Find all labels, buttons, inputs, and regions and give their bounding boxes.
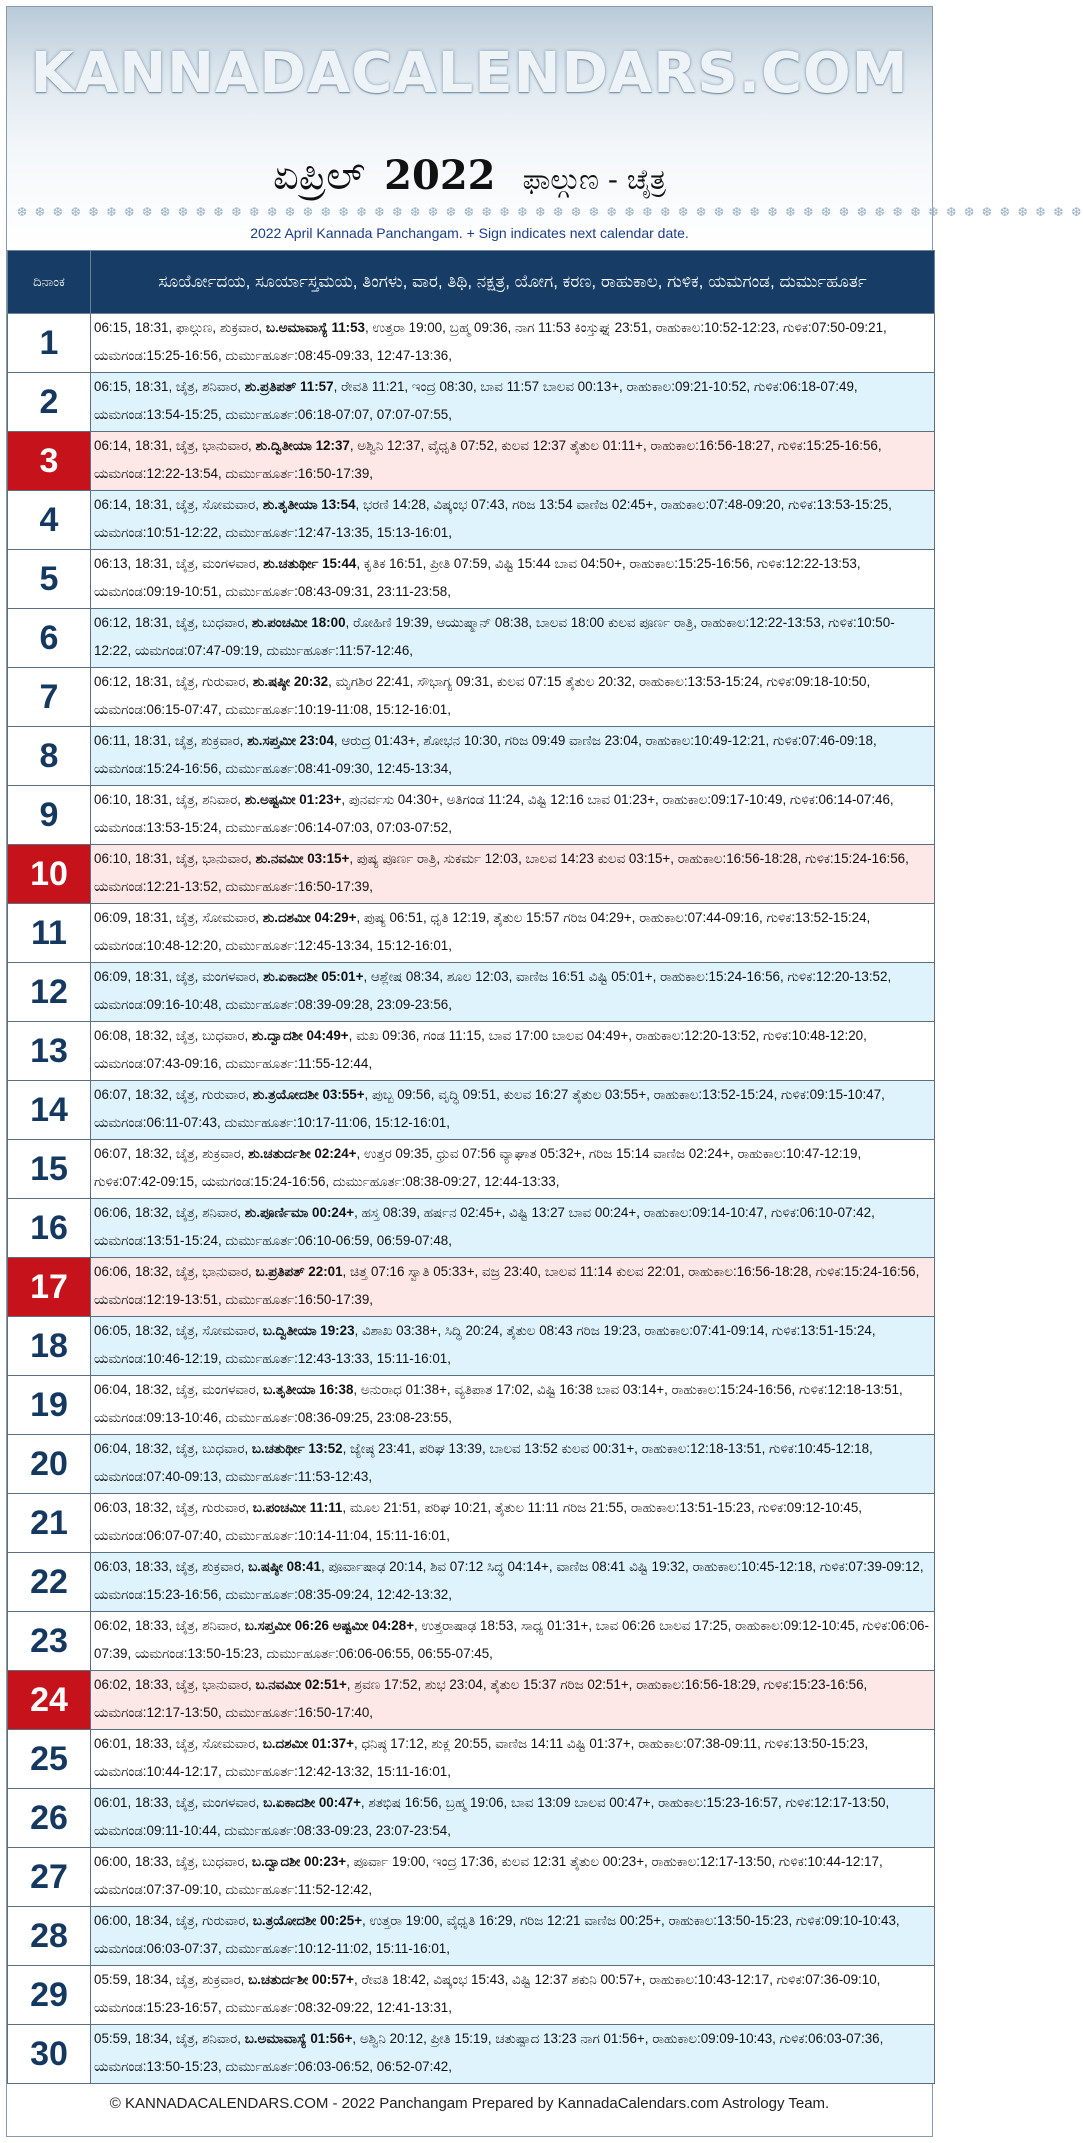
table-row bbox=[8, 845, 935, 904]
tithi: ಬ.ತ್ರಯೋದಶೀ 00:25+ bbox=[252, 1913, 363, 1928]
date-cell: 25 bbox=[8, 1730, 91, 1789]
date-cell: 14 bbox=[8, 1081, 91, 1140]
table-row bbox=[8, 1848, 935, 1907]
sun-month-weekday: 06:15, 18:31, ಚೈತ್ರ, ಶನಿವಾರ, bbox=[94, 379, 245, 394]
details-cell bbox=[91, 786, 935, 845]
table-row bbox=[8, 1022, 935, 1081]
details-cell bbox=[91, 963, 935, 1022]
date-cell: 30 bbox=[8, 2025, 91, 2084]
sun-month-weekday: 06:07, 18:32, ಚೈತ್ರ, ಶುಕ್ರವಾರ, bbox=[94, 1146, 249, 1161]
nakshatra-yoga-karana-timings: , ಮಖ 09:36, ಗಂಡ 11:15, ಬಾವ 17:00 ಬಾಲವ 04:49+, ರಾಹುಕಾಲ:12:20-13:52, ಗುಳಿಕ:10:48-12:20, ಯಮಗಂಡ:07:43-09:16, ದುರ್ಮುಹೂರ್ತ:11:55-12:44, bbox=[94, 1028, 867, 1071]
nakshatra-yoga-karana-timings: , ಪುಷ್ಯ 06:51, ಧೃತಿ 12:19, ತೈತುಲ 15:57 ಗರಿಜ 04:29+, ರಾಹುಕಾಲ:07:44-09:16, ಗುಳಿಕ:13:52-15:24, ಯಮಗಂಡ:10:48-12:20, ದುರ್ಮುಹೂರ್ತ:12:45-13:34, 15:12-16:01, bbox=[94, 910, 871, 953]
subtitle: 2022 April Kannada Panchangam. + Sign indicates next calendar date. bbox=[250, 225, 689, 241]
table-row bbox=[8, 1612, 935, 1671]
date-cell: 18 bbox=[8, 1317, 91, 1376]
sun-month-weekday: 05:59, 18:34, ಚೈತ್ರ, ಶುಕ್ರವಾರ, bbox=[94, 1972, 249, 1987]
nakshatra-yoga-karana-timings: , ಅನುರಾಧ 01:38+, ವ್ಯತಿಪಾತ 17:02, ವಿಷ್ಟಿ 16:38 ಬಾವ 03:14+, ರಾಹುಕಾಲ:15:24-16:56, ಗುಳಿಕ:12:18-13:51, ಯಮಗಂಡ:09:13-10:46, ದುರ್ಮುಹೂರ್ತ:08:36-09:25, 23:08-23:55, bbox=[94, 1382, 903, 1425]
table-row bbox=[8, 1789, 935, 1848]
tithi: ಬ.ಅಮಾವಾಸ್ಯೆ 11:53 bbox=[265, 320, 366, 335]
table-row bbox=[8, 727, 935, 786]
tithi: ಶು.ಚತುರ್ಥೀ 15:44 bbox=[263, 556, 357, 571]
sun-month-weekday: 06:02, 18:33, ಚೈತ್ರ, ಭಾನುವಾರ, bbox=[94, 1677, 256, 1692]
details-cell bbox=[91, 1435, 935, 1494]
tithi: ಶು.ನವಮೀ 03:15+ bbox=[255, 851, 350, 866]
date-cell: 12 bbox=[8, 963, 91, 1022]
details-cell bbox=[91, 1376, 935, 1435]
details-cell bbox=[91, 373, 935, 432]
sun-month-weekday: 06:14, 18:31, ಚೈತ್ರ, ಭಾನುವಾರ, bbox=[94, 438, 256, 453]
tithi: ಬ.ದ್ವಿತೀಯಾ 19:23 bbox=[262, 1323, 355, 1338]
table-row bbox=[8, 786, 935, 845]
date-cell: 21 bbox=[8, 1494, 91, 1553]
nakshatra-yoga-karana-timings: , ಪುಷ್ಯ ಪೂರ್ಣ ರಾತ್ರಿ, ಸುಕರ್ಮ 12:03, ಬಾಲವ 14:23 ಕುಲವ 03:15+, ರಾಹುಕಾಲ:16:56-18:28, ಗುಳಿಕ:15:24-16:56, ಯಮಗಂಡ:12:21-13:52, ದುರ್ಮುಹೂರ್ತ:16:50-17:39, bbox=[94, 851, 909, 894]
tithi: ಬ.ಸಪ್ತಮೀ 06:26 ಅಷ್ಟಮೀ 04:28+ bbox=[244, 1618, 415, 1633]
nakshatra-yoga-karana-timings: , ಜ್ಯೇಷ್ಠ 23:41, ಪರಿಘ 13:39, ಬಾಲವ 13:52 ಕುಲವ 00:31+, ರಾಹುಕಾಲ:12:18-13:51, ಗುಳಿಕ:10:45-12:18, ಯಮಗಂಡ:07:40-09:13, ದುರ್ಮುಹೂರ್ತ:11:53-12:43, bbox=[94, 1441, 873, 1484]
tithi: ಬ.ಷಷ್ಠೀ 08:41 bbox=[248, 1559, 321, 1574]
details-cell bbox=[91, 1848, 935, 1907]
column-header-date: ದಿನಾಂಕ bbox=[8, 251, 91, 314]
details-cell bbox=[91, 491, 935, 550]
tithi: ಬ.ಚತುರ್ಥೀ 13:52 bbox=[251, 1441, 343, 1456]
table-row bbox=[8, 1435, 935, 1494]
tithi: ಬ.ದ್ವಾದಶೀ 00:23+ bbox=[251, 1854, 347, 1869]
table-row bbox=[8, 668, 935, 727]
tithi: ಬ.ಅಮಾವಾಸ್ಯೆ 01:56+ bbox=[244, 2031, 353, 2046]
nakshatra-yoga-karana-timings: , ಮೂಲ 21:51, ಪರಿಘ 10:21, ತೈತುಲ 11:11 ಗರಿಜ 21:55, ರಾಹುಕಾಲ:13:51-15:23, ಗುಳಿಕ:09:12-10:45, ಯಮಗಂಡ:06:07-07:40, ದುರ್ಮುಹೂರ್ತ:10:14-11:04, 15:11-16:01, bbox=[94, 1500, 862, 1543]
sun-month-weekday: 06:11, 18:31, ಚೈತ್ರ, ಶುಕ್ರವಾರ, bbox=[94, 733, 248, 748]
date-cell: 11 bbox=[8, 904, 91, 963]
nakshatra-yoga-karana-timings: , ಶತಭಿಷ 16:56, ಬ್ರಹ್ಮ 19:06, ಬಾವ 13:09 ಬಾಲವ 00:47+, ರಾಹುಕಾಲ:15:23-16:57, ಗುಳಿಕ:12:17-13:50, ಯಮಗಂಡ:09:11-10:44, ದುರ್ಮುಹೂರ್ತ:08:33-09:23, 23:07-23:54, bbox=[94, 1795, 890, 1838]
tithi: ಬ.ನವಮೀ 02:51+ bbox=[255, 1677, 347, 1692]
date-cell: 16 bbox=[8, 1199, 91, 1258]
date-cell: 3 bbox=[8, 432, 91, 491]
tithi: ಶು.ದ್ವಾದಶೀ 04:49+ bbox=[251, 1028, 349, 1043]
decorative-ornament: ❆ ❆ ❆ ❆ ❆ ❆ ❆ ❆ ❆ ❆ ❆ ❆ ❆ ❆ ❆ ❆ ❆ ❆ ❆ ❆ ❆ ❆ ❆ ❆ ❆ ❆ ❆ ❆ ❆ ❆ ❆ ❆ ❆ ❆ ❆ ❆ ❆ ❆ ❆ ❆ ❆ ❆ ❆ ❆ ❆ ❆ ❆ ❆ ❆ ❆ ❆ ❆ ❆ ❆ ❆ ❆ ❆ ❆ ❆ ❆ bbox=[17, 205, 1083, 219]
details-cell bbox=[91, 432, 935, 491]
tithi: ಬ.ಚತುರ್ದಶೀ 00:57+ bbox=[248, 1972, 354, 1987]
details-cell bbox=[91, 314, 935, 373]
table-row bbox=[8, 491, 935, 550]
details-cell bbox=[91, 1140, 935, 1199]
nakshatra-yoga-karana-timings: , ಅಶ್ವಿನಿ 12:37, ವೈಧೃತಿ 07:52, ಕುಲವ 12:37 ತೈತುಲ 01:11+, ರಾಹುಕಾಲ:16:56-18:27, ಗುಳಿಕ:15:25-16:56, ಯಮಗಂಡ:12:22-13:54, ದುರ್ಮುಹೂರ್ತ:16:50-17:39, bbox=[94, 438, 882, 481]
table-header-row bbox=[8, 251, 935, 314]
nakshatra-yoga-karana-timings: , ಪುನರ್ವಸು 04:30+, ಅತಿಗಂಡ 11:24, ವಿಷ್ಟಿ 12:16 ಬಾವ 01:23+, ರಾಹುಕಾಲ:09:17-10:49, ಗುಳಿಕ:06:14-07:46, ಯಮಗಂಡ:13:53-15:24, ದುರ್ಮುಹೂರ್ತ:06:14-07:03, 07:03-07:52, bbox=[94, 792, 894, 835]
details-cell bbox=[91, 609, 935, 668]
sun-month-weekday: 06:07, 18:32, ಚೈತ್ರ, ಗುರುವಾರ, bbox=[94, 1087, 253, 1102]
tithi: ಬ.ಏಕಾದಶೀ 00:47+ bbox=[263, 1795, 361, 1810]
details-cell bbox=[91, 845, 935, 904]
nakshatra-yoga-karana-timings: , ಪೂರ್ವಾಷಾಢ 20:14, ಶಿವ 07:12 ಸಿದ್ಧ 04:14+, ವಾಣಿಜ 08:41 ವಿಷ್ಟಿ 19:32, ರಾಹುಕಾಲ:10:45-12:18, ಗುಳಿಕ:07:39-09:12, ಯಮಗಂಡ:15:23-16:56, ದುರ್ಮುಹೂರ್ತ:08:35-09:24, 12:42-13:32, bbox=[94, 1559, 924, 1602]
sun-month-weekday: 06:09, 18:31, ಚೈತ್ರ, ಮಂಗಳವಾರ, bbox=[94, 969, 264, 984]
date-cell: 29 bbox=[8, 1966, 91, 2025]
sun-month-weekday: 06:04, 18:32, ಚೈತ್ರ, ಮಂಗಳವಾರ, bbox=[94, 1382, 264, 1397]
table-row bbox=[8, 550, 935, 609]
table-row bbox=[8, 904, 935, 963]
sun-month-weekday: 06:15, 18:31, ಫಾಲ್ಗುಣ, ಶುಕ್ರವಾರ, bbox=[94, 320, 266, 335]
nakshatra-yoga-karana-timings: , ಶ್ರವಣ 17:52, ಶುಭ 23:04, ತೈತುಲ 15:37 ಗರಿಜ 02:51+, ರಾಹುಕಾಲ:16:56-18:29, ಗುಳಿಕ:15:23-16:56, ಯಮಗಂಡ:12:17-13:50, ದುರ್ಮುಹೂರ್ತ:16:50-17:40, bbox=[94, 1677, 868, 1720]
sun-month-weekday: 06:06, 18:32, ಚೈತ್ರ, ಭಾನುವಾರ, bbox=[94, 1264, 256, 1279]
sun-month-weekday: 06:06, 18:32, ಚೈತ್ರ, ಶನಿವಾರ, bbox=[94, 1205, 245, 1220]
sun-month-weekday: 05:59, 18:34, ಚೈತ್ರ, ಶನಿವಾರ, bbox=[94, 2031, 245, 2046]
nakshatra-yoga-karana-timings: , ಪೂರ್ವಾ 19:00, ಇಂದ್ರ 17:36, ಕುಲವ 12:31 ತೈತುಲ 00:23+, ರಾಹುಕಾಲ:12:17-13:50, ಗುಳಿಕ:10:44-12:17, ಯಮಗಂಡ:07:37-09:10, ದುರ್ಮುಹೂರ್ತ:11:52-12:42, bbox=[94, 1854, 883, 1897]
nakshatra-yoga-karana-timings: , ಉತ್ತರ 09:35, ಧ್ರುವ 07:56 ವ್ಯಾಘಾತ 05:32+, ಗರಿಜ 15:14 ವಾಣಿಜ 02:24+, ರಾಹುಕಾಲ:10:47-12:19, ಗುಳಿಕ:07:42-09:15, ಯಮಗಂಡ:15:24-16:56, ದುರ್ಮುಹೂರ್ತ:08:38-09:27, 12:44-13:33, bbox=[94, 1146, 862, 1189]
date-cell: 4 bbox=[8, 491, 91, 550]
nakshatra-yoga-karana-timings: , ಅಶ್ವಿನಿ 20:12, ಪ್ರೀತಿ 15:19, ಚತುಷ್ಪಾದ 13:23 ನಾಗ 01:56+, ರಾಹುಕಾಲ:09:09-10:43, ಗುಳಿಕ:06:03-07:36, ಯಮಗಂಡ:13:50-15:23, ದುರ್ಮುಹೂರ್ತ:06:03-06:52, 06:52-07:42, bbox=[94, 2031, 884, 2074]
date-cell: 7 bbox=[8, 668, 91, 727]
details-cell bbox=[91, 1553, 935, 1612]
table-row bbox=[8, 1081, 935, 1140]
details-cell bbox=[91, 1258, 935, 1317]
details-cell bbox=[91, 668, 935, 727]
sun-month-weekday: 06:13, 18:31, ಚೈತ್ರ, ಮಂಗಳವಾರ, bbox=[94, 556, 264, 571]
tithi: ಶು.ತ್ರಯೋದಶೀ 03:55+ bbox=[252, 1087, 365, 1102]
sun-month-weekday: 06:03, 18:33, ಚೈತ್ರ, ಶುಕ್ರವಾರ, bbox=[94, 1559, 249, 1574]
details-cell bbox=[91, 1789, 935, 1848]
details-cell bbox=[91, 1081, 935, 1140]
sun-month-weekday: 06:10, 18:31, ಚೈತ್ರ, ಶನಿವಾರ, bbox=[94, 792, 245, 807]
page-title bbox=[7, 152, 932, 199]
season-months: ಫಾಲ್ಗುಣ - ಚೈತ್ರ bbox=[522, 163, 666, 196]
date-cell: 9 bbox=[8, 786, 91, 845]
sun-month-weekday: 06:02, 18:33, ಚೈತ್ರ, ಶನಿವಾರ, bbox=[94, 1618, 245, 1633]
nakshatra-yoga-karana-timings: , ರೇವತಿ 11:21, ಇಂದ್ರ 08:30, ಬಾವ 11:57 ಬಾಲವ 00:13+, ರಾಹುಕಾಲ:09:21-10:52, ಗುಳಿಕ:06:18-07:49, ಯಮಗಂಡ:13:54-15:25, ದುರ್ಮುಹೂರ್ತ:06:18-07:07, 07:07-07:55, bbox=[94, 379, 858, 422]
date-cell: 27 bbox=[8, 1848, 91, 1907]
table-row bbox=[8, 1376, 935, 1435]
date-cell: 26 bbox=[8, 1789, 91, 1848]
nakshatra-yoga-karana-timings: , ಭರಣಿ 14:28, ವಿಷ್ಕಂಭ 07:43, ಗರಿಜ 13:54 ವಾಣಿಜ 02:45+, ರಾಹುಕಾಲ:07:48-09:20, ಗುಳಿಕ:13:53-15:25, ಯಮಗಂಡ:10:51-12:22, ದುರ್ಮುಹೂರ್ತ:12:47-13:35, 15:13-16:01, bbox=[94, 497, 892, 540]
date-cell: 5 bbox=[8, 550, 91, 609]
details-cell bbox=[91, 1494, 935, 1553]
date-cell: 1 bbox=[8, 314, 91, 373]
table-row bbox=[8, 1199, 935, 1258]
sun-month-weekday: 06:09, 18:31, ಚೈತ್ರ, ಸೋಮವಾರ, bbox=[94, 910, 263, 925]
sun-month-weekday: 06:00, 18:34, ಚೈತ್ರ, ಗುರುವಾರ, bbox=[94, 1913, 253, 1928]
tithi: ಶು.ತೃತೀಯಾ 13:54 bbox=[262, 497, 356, 512]
date-cell: 28 bbox=[8, 1907, 91, 1966]
table-row bbox=[8, 1553, 935, 1612]
nakshatra-yoga-karana-timings: , ಉತ್ತರಾ 19:00, ವೈಧೃತಿ 16:29, ಗರಿಜ 12:21 ವಾಣಿಜ 00:25+, ರಾಹುಕಾಲ:13:50-15:23, ಗುಳಿಕ:09:10-10:43, ಯಮಗಂಡ:06:03-07:37, ದುರ್ಮುಹೂರ್ತ:10:12-11:02, 15:11-16:01, bbox=[94, 1913, 900, 1956]
details-cell bbox=[91, 727, 935, 786]
nakshatra-yoga-karana-timings: , ಕೃತಿಕ 16:51, ಪ್ರೀತಿ 07:59, ವಿಷ್ಟಿ 15:44 ಬಾವ 04:50+, ರಾಹುಕಾಲ:15:25-16:56, ಗುಳಿಕ:12:22-13:53, ಯಮಗಂಡ:09:19-10:51, ದುರ್ಮುಹೂರ್ತ:08:43-09:31, 23:11-23:58, bbox=[94, 556, 861, 599]
date-cell: 19 bbox=[8, 1376, 91, 1435]
tithi: ಶು.ಪ್ರತಿಪತ್ 11:57 bbox=[244, 379, 334, 394]
tithi: ಶು.ಅಷ್ಟಮೀ 01:23+ bbox=[244, 792, 342, 807]
sun-month-weekday: 06:01, 18:33, ಚೈತ್ರ, ಮಂಗಳವಾರ, bbox=[94, 1795, 264, 1810]
site-title: KANNADACALENDARS.COM bbox=[30, 41, 909, 106]
date-cell: 24 bbox=[8, 1671, 91, 1730]
tithi: ಬ.ದಶಮೀ 01:37+ bbox=[262, 1736, 354, 1751]
header-banner bbox=[7, 7, 1083, 247]
table-row bbox=[8, 1966, 935, 2025]
table-row bbox=[8, 432, 935, 491]
tithi: ಬ.ತೃತೀಯಾ 16:38 bbox=[263, 1382, 354, 1397]
nakshatra-yoga-karana-timings: , ವಿಶಾಖ 03:38+, ಸಿದ್ಧಿ 20:24, ತೈತುಲ 08:43 ಗರಿಜ 19:23, ರಾಹುಕಾಲ:07:41-09:14, ಗುಳಿಕ:13:51-15:24, ಯಮಗಂಡ:10:46-12:19, ದುರ್ಮುಹೂರ್ತ:12:43-13:33, 15:11-16:01, bbox=[94, 1323, 876, 1366]
sun-month-weekday: 06:14, 18:31, ಚೈತ್ರ, ಸೋಮವಾರ, bbox=[94, 497, 263, 512]
tithi: ಶು.ಪಂಚಮೀ 18:00 bbox=[251, 615, 346, 630]
tithi: ಶು.ದ್ವಿತೀಯಾ 12:37 bbox=[255, 438, 350, 453]
tithi: ಶು.ಚತುರ್ದಶೀ 02:24+ bbox=[248, 1146, 357, 1161]
nakshatra-yoga-karana-timings: , ಆಶ್ಲೇಷ 08:34, ಶೂಲ 12:03, ವಾಣಿಜ 16:51 ವಿಷ್ಟಿ 05:01+, ರಾಹುಕಾಲ:15:24-16:56, ಗುಳಿಕ:12:20-13:52, ಯಮಗಂಡ:09:16-10:48, ದುರ್ಮುಹೂರ್ತ:08:39-09:28, 23:09-23:56, bbox=[94, 969, 892, 1012]
date-cell: 20 bbox=[8, 1435, 91, 1494]
footer-copyright: © KANNADACALENDARS.COM - 2022 Panchangam Prepared by KannadaCalendars.com Astrology Team. bbox=[109, 2095, 830, 2112]
nakshatra-yoga-karana-timings: , ರೇವತಿ 18:42, ವಿಷ್ಕಂಭ 15:43, ವಿಷ್ಟಿ 12:37 ಶಕುನಿ 00:57+, ರಾಹುಕಾಲ:10:43-12:17, ಗುಳಿಕ:07:36-09:10, ಯಮಗಂಡ:15:23-16:57, ದುರ್ಮುಹೂರ್ತ:08:32-09:22, 12:41-13:31, bbox=[94, 1972, 881, 2015]
sun-month-weekday: 06:08, 18:32, ಚೈತ್ರ, ಬುಧವಾರ, bbox=[94, 1028, 252, 1043]
sun-month-weekday: 06:10, 18:31, ಚೈತ್ರ, ಭಾನುವಾರ, bbox=[94, 851, 256, 866]
table-row bbox=[8, 1140, 935, 1199]
sun-month-weekday: 06:01, 18:33, ಚೈತ್ರ, ಸೋಮವಾರ, bbox=[94, 1736, 263, 1751]
nakshatra-yoga-karana-timings: , ಚಿತ್ತ 07:16 ಸ್ವಾತಿ 05:33+, ವಜ್ರ 23:40, ಬಾಲವ 11:14 ಕುಲವ 22:01, ರಾಹುಕಾಲ:16:56-18:28, ಗುಳಿಕ:15:24-16:56, ಯಮಗಂಡ:12:19-13:51, ದುರ್ಮುಹೂರ್ತ:16:50-17:39, bbox=[94, 1264, 920, 1307]
table-row bbox=[8, 1494, 935, 1553]
date-cell: 13 bbox=[8, 1022, 91, 1081]
details-cell bbox=[91, 1612, 935, 1671]
sun-month-weekday: 06:12, 18:31, ಚೈತ್ರ, ಬುಧವಾರ, bbox=[94, 615, 252, 630]
date-cell: 22 bbox=[8, 1553, 91, 1612]
details-cell bbox=[91, 1671, 935, 1730]
calendar-page bbox=[6, 6, 1083, 2137]
tithi: ಬ.ಪ್ರತಿಪತ್ 22:01 bbox=[255, 1264, 343, 1279]
nakshatra-yoga-karana-timings: , ಪುಬ್ಬ 09:56, ವೃದ್ಧಿ 09:51, ಕುಲವ 16:27 ತೈತುಲ 03:55+, ರಾಹುಕಾಲ:13:52-15:24, ಗುಳಿಕ:09:15-10:47, ಯಮಗಂಡ:06:11-07:43, ದುರ್ಮುಹೂರ್ತ:10:17-11:06, 15:12-16:01, bbox=[94, 1087, 885, 1130]
nakshatra-yoga-karana-timings: , ಉತ್ತರಾಷಾಢ 18:53, ಸಾಧ್ಯ 01:31+, ಬಾವ 06:26 ಬಾಲವ 17:25, ರಾಹುಕಾಲ:09:12-10:45, ಗುಳಿಕ:06:06-07:39, ಯಮಗಂಡ:13:50-15:23, ದುರ್ಮುಹೂರ್ತ:06:06-06:55, 06:55-07:45, bbox=[94, 1618, 929, 1661]
table-row bbox=[8, 1258, 935, 1317]
sun-month-weekday: 06:03, 18:32, ಚೈತ್ರ, ಗುರುವಾರ, bbox=[94, 1500, 253, 1515]
nakshatra-yoga-karana-timings: , ಹಸ್ತ 08:39, ಹರ್ಷನ 02:45+, ವಿಷ್ಟಿ 13:27 ಬಾವ 00:24+, ರಾಹುಕಾಲ:09:14-10:47, ಗುಳಿಕ:06:10-07:42, ಯಮಗಂಡ:13:51-15:24, ದುರ್ಮುಹೂರ್ತ:06:10-06:59, 06:59-07:48, bbox=[94, 1205, 875, 1248]
table-row bbox=[8, 1671, 935, 1730]
table-row bbox=[8, 2025, 935, 2084]
sun-month-weekday: 06:12, 18:31, ಚೈತ್ರ, ಗುರುವಾರ, bbox=[94, 674, 253, 689]
nakshatra-yoga-karana-timings: , ಧನಿಷ್ಠ 17:12, ಶುಕ್ಲ 20:55, ವಾಣಿಜ 14:11 ವಿಷ್ಟಿ 01:37+, ರಾಹುಕಾಲ:07:38-09:11, ಗುಳಿಕ:13:50-15:23, ಯಮಗಂಡ:10:44-12:17, ದುರ್ಮುಹೂರ್ತ:12:42-13:32, 15:11-16:01, bbox=[94, 1736, 869, 1779]
table-row bbox=[8, 373, 935, 432]
date-cell: 10 bbox=[8, 845, 91, 904]
tithi: ಶು.ಏಕಾದಶೀ 05:01+ bbox=[263, 969, 364, 984]
sun-month-weekday: 06:00, 18:33, ಚೈತ್ರ, ಬುಧವಾರ, bbox=[94, 1854, 252, 1869]
tithi: ಶು.ಷಷ್ಠೀ 20:32 bbox=[252, 674, 329, 689]
date-cell: 17 bbox=[8, 1258, 91, 1317]
details-cell bbox=[91, 1730, 935, 1789]
nakshatra-yoga-karana-timings: , ಮೃಗಶಿರ 22:41, ಸೌಭಾಗ್ಯ 09:31, ಕುಲವ 07:15 ತೈತುಲ 20:32, ರಾಹುಕಾಲ:13:53-15:24, ಗುಳಿಕ:09:18-10:50, ಯಮಗಂಡ:06:15-07:47, ದುರ್ಮುಹೂರ್ತ:10:19-11:08, 15:12-16:01, bbox=[94, 674, 871, 717]
tithi: ಶು.ದಶಮೀ 04:29+ bbox=[262, 910, 357, 925]
month-name: ಏಪ್ರಿಲ್ bbox=[272, 153, 366, 199]
table-row bbox=[8, 963, 935, 1022]
nakshatra-yoga-karana-timings: , ಉತ್ತರಾ 19:00, ಬ್ರಹ್ಮ 09:36, ನಾಗ 11:53 ಕಿಂಸ್ತುಘ್ನ 23:51, ರಾಹುಕಾಲ:10:52-12:23, ಗುಳಿಕ:07:50-09:21, ಯಮಗಂಡ:15:25-16:56, ದುರ್ಮುಹೂರ್ತ:08:45-09:33, 12:47-13:36, bbox=[94, 320, 887, 363]
details-cell bbox=[91, 1022, 935, 1081]
tithi: ಬ.ಪಂಚಮೀ 11:11 bbox=[252, 1500, 343, 1515]
date-cell: 23 bbox=[8, 1612, 91, 1671]
details-cell bbox=[91, 1907, 935, 1966]
table-row bbox=[8, 1317, 935, 1376]
tithi: ಶು.ಸಪ್ತಮೀ 23:04 bbox=[247, 733, 334, 748]
date-cell: 6 bbox=[8, 609, 91, 668]
date-cell: 2 bbox=[8, 373, 91, 432]
sun-month-weekday: 06:04, 18:32, ಚೈತ್ರ, ಬುಧವಾರ, bbox=[94, 1441, 252, 1456]
details-cell bbox=[91, 1966, 935, 2025]
sun-month-weekday: 06:05, 18:32, ಚೈತ್ರ, ಸೋಮವಾರ, bbox=[94, 1323, 263, 1338]
date-cell: 15 bbox=[8, 1140, 91, 1199]
details-cell bbox=[91, 1199, 935, 1258]
panchangam-table bbox=[7, 250, 935, 2084]
nakshatra-yoga-karana-timings: , ರೋಹಿಣಿ 19:39, ಆಯುಷ್ಮಾನ್ 08:38, ಬಾಲವ 18:00 ಕುಲವ ಪೂರ್ಣ ರಾತ್ರಿ, ರಾಹುಕಾಲ:12:22-13:53, ಗುಳಿಕ:10:50-12:22, ಯಮಗಂಡ:07:47-09:19, ದುರ್ಮುಹೂರ್ತ:11:57-12:46, bbox=[94, 615, 895, 658]
table-row bbox=[8, 1730, 935, 1789]
nakshatra-yoga-karana-timings: , ಆರುದ್ರ 01:43+, ಶೋಭನ 10:30, ಗರಿಜ 09:49 ವಾಣಿಜ 23:04, ರಾಹುಕಾಲ:10:49-12:21, ಗುಳಿಕ:07:46-09:18, ಯಮಗಂಡ:15:24-16:56, ದುರ್ಮುಹೂರ್ತ:08:41-09:30, 12:45-13:34, bbox=[94, 733, 877, 776]
details-cell bbox=[91, 1317, 935, 1376]
details-cell bbox=[91, 904, 935, 963]
year: 2022 bbox=[384, 152, 496, 199]
tithi: ಶು.ಪೂರ್ಣಿಮಾ 00:24+ bbox=[244, 1205, 355, 1220]
column-header-details: ಸೂರ್ಯೋದಯ, ಸೂರ್ಯಾಸ್ತಮಯ, ತಿಂಗಳು, ವಾರ, ತಿಥಿ, ನಕ್ಷತ್ರ, ಯೋಗ, ಕರಣ, ರಾಹುಕಾಲ, ಗುಳಿಕ, ಯಮಗಂಡ, ದುರ್ಮುಹೂರ್ತ bbox=[91, 251, 935, 314]
table-body bbox=[8, 314, 935, 2084]
table-row bbox=[8, 314, 935, 373]
details-cell bbox=[91, 2025, 935, 2084]
table-row bbox=[8, 609, 935, 668]
table-row bbox=[8, 1907, 935, 1966]
details-cell bbox=[91, 550, 935, 609]
date-cell: 8 bbox=[8, 727, 91, 786]
